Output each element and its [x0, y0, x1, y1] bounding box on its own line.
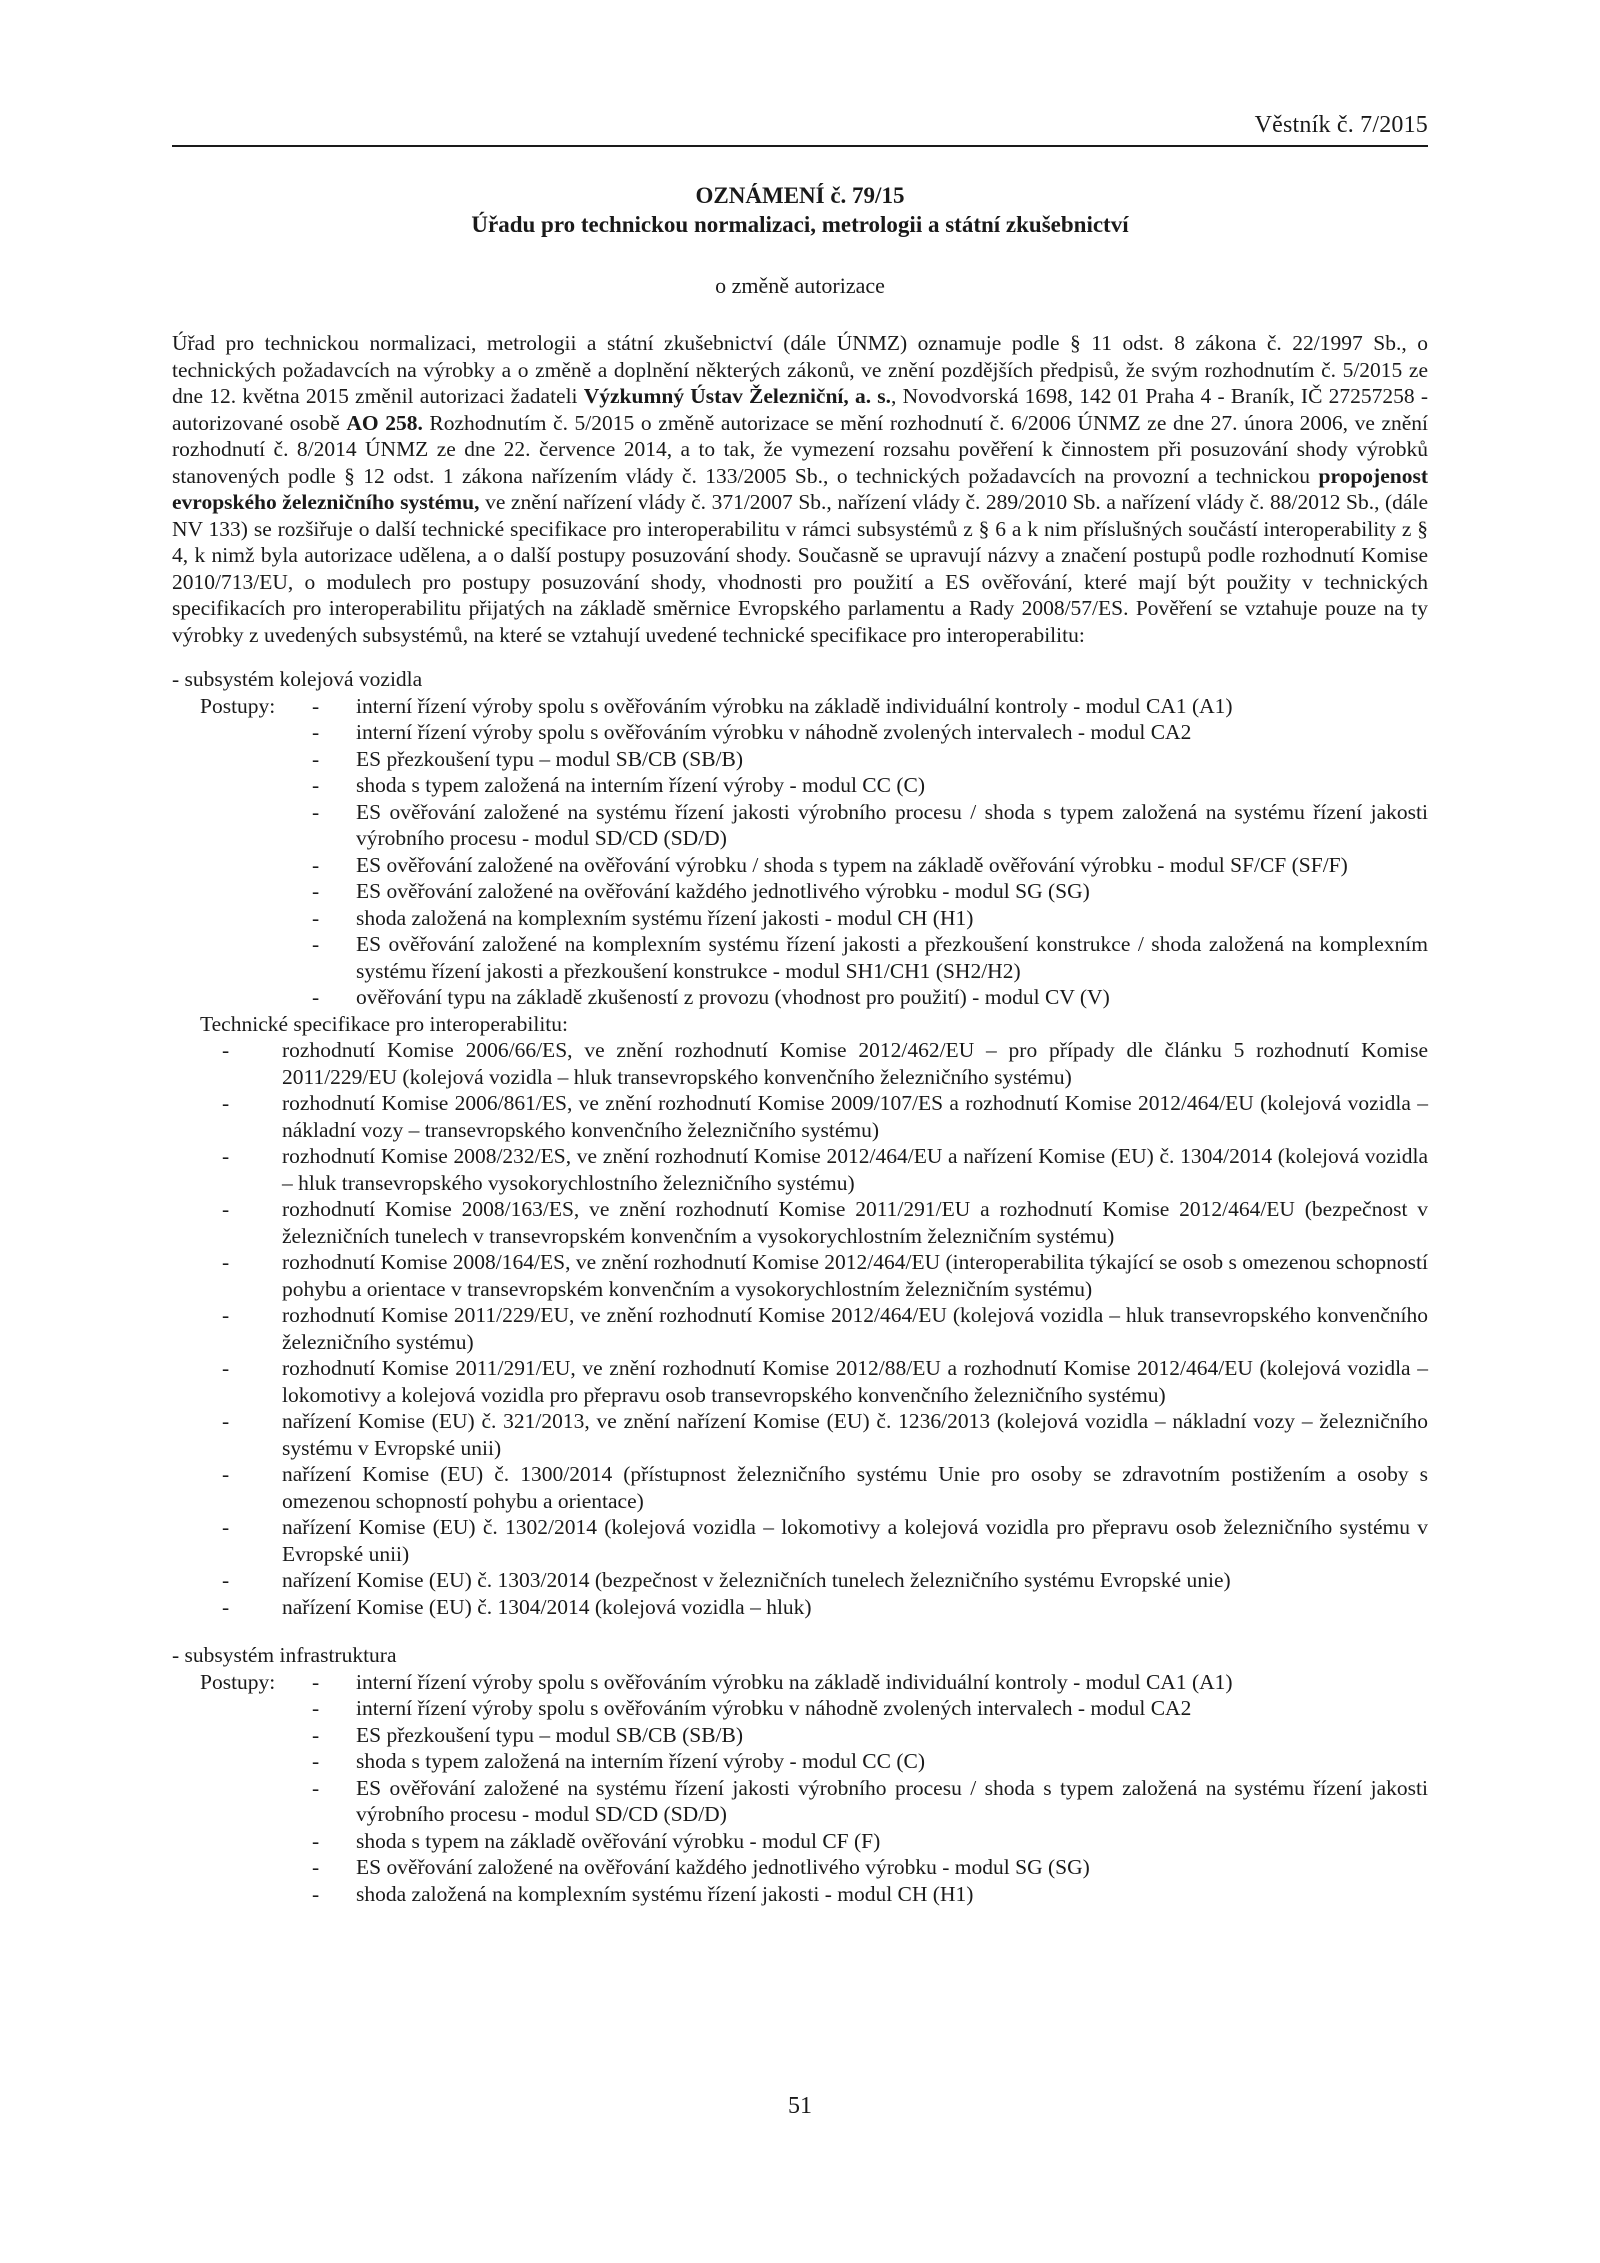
procedure-text: interní řízení výroby spolu s ověřováním výrobku v náhodně zvolených intervalech - modul CA2	[356, 1696, 1192, 1720]
spec-text: rozhodnutí Komise 2006/66/ES, ve znění rozhodnutí Komise 2012/462/EU – pro případy dle článku 5 rozhodnutí Komise 2011/229/EU (kolejová vozidla – hluk transevropského konvenčního železničního systému)	[282, 1038, 1428, 1089]
subsystem-rolling-stock	[172, 666, 1428, 1620]
procedures-label	[172, 1748, 312, 1775]
procedure-item	[172, 852, 1428, 879]
list-dash: -	[312, 1828, 320, 1853]
list-dash: -	[312, 879, 320, 903]
procedure-item	[172, 799, 1428, 852]
header-rule	[172, 145, 1428, 147]
procedure-text: ES ověřování založené na ověřování každého jednotlivého výrobku - modul SG (SG)	[356, 1855, 1090, 1879]
spec-text: rozhodnutí Komise 2008/164/ES, ve znění rozhodnutí Komise 2012/464/EU (interoperabilita týkající se osob s omezenou schopností pohybu a orientace v transevropském konvenčním a vysokorychlostním železničním systému)	[282, 1250, 1428, 1301]
procedures-label: Postupy:	[200, 1669, 276, 1694]
spec-text: nařízení Komise (EU) č. 1303/2014 (bezpečnost v železničních tunelech železničního systému Evropské unie)	[282, 1568, 1231, 1592]
spec-text: rozhodnutí Komise 2008/232/ES, ve znění rozhodnutí Komise 2012/464/EU a nařízení Komise (EU) č. 1304/2014 (kolejová vozidla – hluk transevropského vysokorychlostního železničního systému)	[282, 1144, 1428, 1195]
list-dash: -	[312, 1669, 320, 1694]
procedures-label	[172, 772, 312, 799]
procedures-label	[172, 1854, 312, 1881]
list-dash: -	[312, 1775, 320, 1800]
intro-text-2: , Novodvorská 1698, 142 01 Praha 4 - Braník, IČ 27257258 - autorizované osobě	[172, 384, 1428, 435]
procedure-text: ověřování typu na základě zkušeností z provozu (vhodnost pro použití) - modul CV (V)	[356, 985, 1110, 1009]
procedure-item	[172, 746, 1428, 773]
authority-title: Úřadu pro technickou normalizaci, metrologii a státní zkušebnictví	[471, 212, 1129, 237]
list-dash: -	[222, 1515, 230, 1539]
spec-text: rozhodnutí Komise 2011/229/EU, ve znění rozhodnutí Komise 2012/464/EU (kolejová vozidla – hluk transevropského konvenčního železničního systému)	[282, 1303, 1428, 1354]
procedures-label	[172, 878, 312, 905]
list-dash: -	[312, 746, 320, 771]
procedure-text: shoda s typem na základě ověřování výrobku - modul CF (F)	[356, 1828, 881, 1853]
procedure-item	[172, 1881, 1428, 1908]
list-dash: -	[312, 1749, 320, 1773]
list-dash: -	[312, 1881, 320, 1906]
list-dash: -	[222, 1462, 230, 1486]
procedures-label	[172, 1881, 312, 1908]
procedure-text: ES ověřování založené na systému řízení jakosti výrobního procesu / shoda s typem založená na systému řízení jakosti výrobního procesu - modul SD/CD (SD/D)	[356, 1775, 1428, 1826]
specs-list	[172, 1037, 1428, 1620]
procedure-text: interní řízení výroby spolu s ověřováním výrobku v náhodně zvolených intervalech - modul CA2	[356, 720, 1192, 744]
list-dash: -	[222, 1303, 230, 1327]
procedure-item	[172, 1669, 1428, 1696]
procedures-label	[172, 1828, 312, 1855]
list-dash: -	[222, 1144, 230, 1168]
spec-text: rozhodnutí Komise 2011/291/EU, ve znění rozhodnutí Komise 2012/88/EU a rozhodnutí Komise 2012/464/EU (kolejová vozidla – lokomotivy a kolejová vozidla pro přepravu osob transevropského konvenčního železničního systému)	[282, 1356, 1428, 1407]
notice-title: OZNÁMENÍ č. 79/15	[695, 183, 905, 208]
subsystem-infrastructure	[172, 1642, 1428, 1907]
procedure-item	[172, 772, 1428, 799]
list-dash: -	[312, 1696, 320, 1720]
spec-text: rozhodnutí Komise 2006/861/ES, ve znění rozhodnutí Komise 2009/107/ES a rozhodnutí Komise 2012/464/EU (kolejová vozidla – nákladní vozy – transevropského konvenčního železničního systému)	[282, 1091, 1428, 1142]
procedure-item	[172, 719, 1428, 746]
procedure-item	[172, 1828, 1428, 1855]
list-dash: -	[222, 1038, 230, 1062]
spec-text: nařízení Komise (EU) č. 321/2013, ve znění nařízení Komise (EU) č. 1236/2013 (kolejová vozidla – nákladní vozy – železničního systému v Evropské unii)	[282, 1409, 1428, 1460]
applicant-name: Výzkumný Ústav Železniční, a. s.	[583, 384, 892, 408]
procedure-item	[172, 931, 1428, 984]
procedure-item	[172, 878, 1428, 905]
page-number: 51	[788, 2093, 812, 2119]
procedure-text: ES ověřování založené na komplexním systému řízení jakosti a přezkoušení konstrukce / shoda založená na komplexním systému řízení jakosti a přezkoušení konstrukce - modul SH1/CH1 (SH2/H2)	[356, 932, 1428, 983]
procedures-label	[172, 1695, 312, 1722]
interoperability-phrase: propojenost evropského železničního systému,	[172, 463, 1428, 514]
authorized-body-id: AO 258.	[346, 410, 423, 435]
list-dash: -	[312, 1855, 320, 1879]
spec-item	[172, 1461, 1428, 1514]
procedure-item	[172, 1722, 1428, 1749]
procedure-item	[172, 1695, 1428, 1722]
procedure-text: ES ověřování založené na systému řízení jakosti výrobního procesu / shoda s typem založená na systému řízení jakosti výrobního procesu - modul SD/CD (SD/D)	[356, 799, 1428, 850]
list-dash: -	[312, 720, 320, 744]
spec-item	[172, 1037, 1428, 1090]
spec-item	[172, 1302, 1428, 1355]
procedure-item	[172, 1775, 1428, 1828]
list-dash: -	[312, 799, 320, 824]
list-dash: -	[222, 1197, 230, 1221]
list-dash: -	[312, 932, 320, 956]
spec-item	[172, 1567, 1428, 1594]
procedures-label	[172, 905, 312, 932]
procedure-item	[172, 1854, 1428, 1881]
procedure-text: shoda s typem založená na interním řízení výroby - modul CC (C)	[356, 1749, 926, 1773]
procedure-text: shoda s typem založená na interním řízení výroby - modul CC (C)	[356, 773, 926, 797]
spec-item	[172, 1196, 1428, 1249]
intro-text-1: Úřad pro technickou normalizaci, metrologii a státní zkušebnictví (dále ÚNMZ) oznamuje podle § 11 odst. 8 zákona č. 22/1997 Sb., o technických požadavcích na výrobky a o změně a doplnění některých zákonů, ve znění pozdějších předpisů, že svým rozhodnutím č. 5/2015 ze dne 12. května 2015 změnil autorizaci žadateli	[172, 331, 1428, 408]
list-dash: -	[222, 1594, 230, 1619]
spec-item	[172, 1090, 1428, 1143]
procedures-label	[172, 1722, 312, 1749]
list-dash: -	[312, 773, 320, 797]
procedures-label	[172, 984, 312, 1011]
spec-item	[172, 1594, 1428, 1621]
list-dash: -	[222, 1409, 230, 1433]
list-dash: -	[312, 1722, 320, 1747]
procedure-item	[172, 693, 1428, 720]
intro-text-4: ve znění nařízení vlády č. 371/2007 Sb., nařízení vlády č. 289/2010 Sb. a nařízení vlády č. 88/2012 Sb., (dále NV 133) se rozšiřuje o další technické specifikace pro interoperabilitu v rámci subsystémů z § 6 a k nim příslušných součástí interoperability z § 4, k nimž byla autorizace udělena, a o další postupy posuzování shody. Současně se upravují názvy a značení postupů podle rozhodnutí Komise 2010/713/EU, o modulech pro postupy posuzování shody, vhodnosti pro použití a ES ověřování, které mají být použity v technických specifikacích pro interoperabilitu přijatých na základě směrnice Evropského parlamentu a Rady 2008/57/ES. Pověření se vztahuje pouze na ty výrobky z uvedených subsystémů, na které se vztahují uvedené technické specifikace pro interoperabilitu:	[172, 490, 1428, 647]
spec-item	[172, 1355, 1428, 1408]
spec-text: nařízení Komise (EU) č. 1302/2014 (kolejová vozidla – lokomotivy a kolejová vozidla pro přepravu osob železničního systému v Evropské unii)	[282, 1515, 1428, 1566]
list-dash: -	[222, 1568, 230, 1592]
procedures-label: Postupy:	[200, 693, 276, 718]
spec-item	[172, 1143, 1428, 1196]
procedure-text: shoda založená na komplexním systému řízení jakosti - modul CH (H1)	[356, 1881, 974, 1906]
procedures-label	[172, 1775, 312, 1828]
spec-item	[172, 1514, 1428, 1567]
procedure-text: shoda založená na komplexním systému řízení jakosti - modul CH (H1)	[356, 905, 974, 930]
procedure-text: ES ověřování založené na ověřování výrobku / shoda s typem na základě ověřování výrobku - modul SF/CF (SF/F)	[356, 852, 1348, 877]
specs-heading: Technické specifikace pro interoperabilitu:	[200, 1011, 569, 1036]
procedure-text: ES přezkoušení typu – modul SB/CB (SB/B)	[356, 746, 744, 771]
procedure-text: interní řízení výroby spolu s ověřováním výrobku na základě individuální kontroly - modul CA1 (A1)	[356, 1669, 1233, 1694]
intro-text-3: Rozhodnutím č. 5/2015 o změně autorizace se mění rozhodnutí č. 6/2006 ÚNMZ ze dne 27. února 2006, ve znění rozhodnutí č. 8/2014 ÚNMZ ze dne 22. července 2014, a to tak, že vymezení rozsahu pověření k činnostem při posuzování shody výrobků stanovených podle § 12 odst. 1 zákona nařízením vlády č. 133/2005 Sb., o technických požadavcích na provozní a technickou	[172, 410, 1429, 488]
intro-paragraph	[172, 330, 1428, 648]
journal-header: Věstník č. 7/2015	[1254, 112, 1428, 138]
list-dash: -	[222, 1356, 230, 1380]
procedure-text: ES ověřování založené na ověřování každého jednotlivého výrobku - modul SG (SG)	[356, 879, 1090, 903]
notice-subject: o změně autorizace	[715, 273, 885, 298]
spec-item	[172, 1408, 1428, 1461]
procedures-list	[172, 1669, 1428, 1908]
procedures-label	[172, 799, 312, 852]
list-dash: -	[312, 905, 320, 930]
procedure-item	[172, 984, 1428, 1011]
spec-item	[172, 1249, 1428, 1302]
list-dash: -	[222, 1250, 230, 1274]
list-dash: -	[312, 852, 320, 877]
spec-text: nařízení Komise (EU) č. 1300/2014 (přístupnost železničního systému Unie pro osoby se zdravotním postižením a osoby s omezenou schopností pohybu a orientace)	[282, 1462, 1428, 1513]
spec-text: nařízení Komise (EU) č. 1304/2014 (kolejová vozidla – hluk)	[282, 1594, 812, 1619]
subsystem-heading: - subsystém infrastruktura	[172, 1643, 397, 1667]
procedures-label	[172, 931, 312, 984]
list-dash: -	[312, 985, 320, 1009]
list-dash: -	[222, 1091, 230, 1115]
procedure-item	[172, 1748, 1428, 1775]
document-body	[172, 330, 1428, 1907]
subsystem-heading: - subsystém kolejová vozidla	[172, 667, 423, 691]
spec-text: rozhodnutí Komise 2008/163/ES, ve znění rozhodnutí Komise 2011/291/EU a rozhodnutí Komise 2012/464/EU (bezpečnost v železničních tunelech v transevropském konvenčním a vysokorychlostním železničním systému)	[282, 1197, 1428, 1248]
procedure-item	[172, 905, 1428, 932]
procedures-label	[172, 719, 312, 746]
procedures-label	[172, 746, 312, 773]
list-dash: -	[312, 693, 320, 718]
procedures-list	[172, 693, 1428, 1011]
procedures-label	[172, 852, 312, 879]
procedure-text: ES přezkoušení typu – modul SB/CB (SB/B)	[356, 1722, 744, 1747]
procedure-text: interní řízení výroby spolu s ověřováním výrobku na základě individuální kontroly - modul CA1 (A1)	[356, 693, 1233, 718]
